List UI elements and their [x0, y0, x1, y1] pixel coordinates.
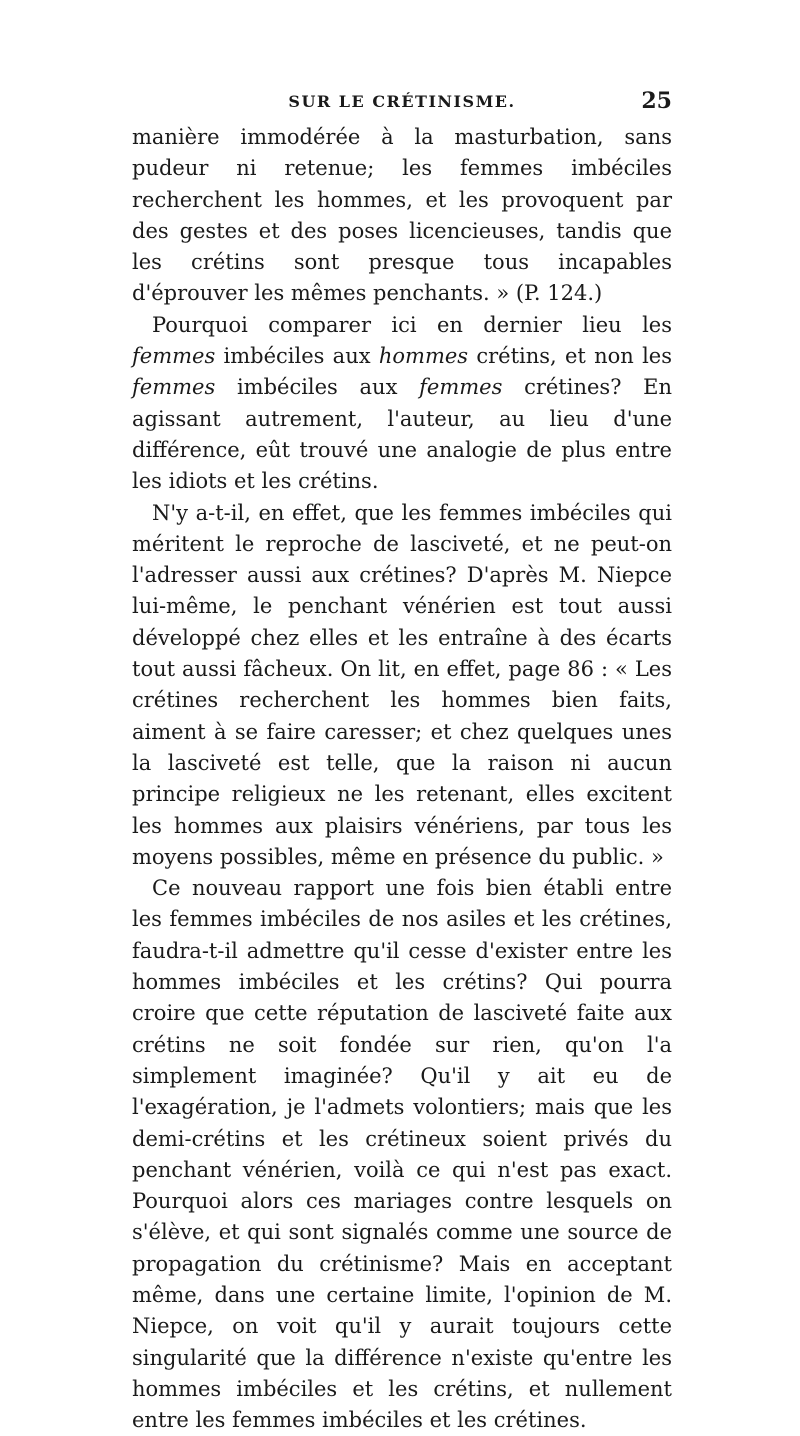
emphasis-text: femmes — [419, 375, 503, 400]
text-segment: manière immodérée à la masturbation, sans pudeur ni retenue; les femmes imbéciles recherchent les hommes, et les provoquent par des gestes et des poses licencieuses, tandis que les crétins sont presque tous incapables d'éprouver les mêmes penchants. » (P. 124.) — [132, 125, 672, 306]
emphasis-text: femmes — [132, 375, 216, 400]
paragraph-1 — [132, 122, 672, 310]
text-segment: Pourquoi comparer ici en dernier lieu les — [152, 312, 672, 337]
emphasis-text: hommes — [378, 344, 469, 369]
running-head — [132, 88, 672, 122]
paragraph-2 — [132, 310, 672, 498]
text-segment: crétines? En agissant autrement, l'auteur, au lieu d'une différence, eût trouvé une analogie de plus entre les idiots et les crétins. — [132, 375, 673, 494]
text-segment: imbéciles aux — [215, 344, 379, 369]
page-number: 25 — [641, 88, 672, 114]
text-segment: imbéciles aux — [215, 375, 420, 400]
emphasis-text: femmes — [132, 344, 216, 369]
paragraph-3 — [132, 498, 672, 874]
paragraph-4 — [132, 873, 672, 1436]
text-segment: N'y a-t-il, en effet, que les femmes imbéciles qui méritent le reproche de lasciveté, et ne peut-on l'adresser aussi aux crétines? D'après M. Niepce lui-même, le penchant vénérien est tout aussi développé chez elles et les entraîne à des écarts tout aussi fâcheux. On lit, en effet, page 86 : « Les crétines recherchent les hommes bien faits, aiment à se faire caresser; et chez quelques unes la lasciveté est telle, que la raison ni aucun principe religieux ne les retenant, elles excitent les hommes aux plaisirs vénériens, par tous les moyens possibles, même en présence du public. » — [132, 500, 672, 869]
body-text — [132, 122, 672, 1436]
running-title: SUR LE CRÉTINISME. — [288, 92, 516, 111]
book-page — [132, 88, 672, 1436]
text-segment: crétins, et non les — [468, 344, 673, 369]
text-segment: Ce nouveau rapport une fois bien établi entre les femmes imbéciles de nos asiles et les crétines, faudra-t-il admettre qu'il cesse d'exister entre les hommes imbéciles et les crétins? Qui pourra croire que cette réputation de lasciveté faite aux crétins ne soit fondée sur rien, qu'on l'a simplement imaginée? Qu'il y ait eu de l'exagération, je l'admets volontiers; mais que les demi-crétins et les crétineux soient privés du penchant vénérien, voilà ce qui n'est pas exact. Pourquoi alors ces mariages contre lesquels on s'élève, et qui sont signalés comme une source de propagation du crétinisme? Mais en acceptant même, dans une certaine limite, l'opinion de M. Niepce, on voit qu'il y aurait toujours cette singularité que la différence n'existe qu'entre les hommes imbéciles et les crétins, et nullement entre les femmes imbéciles et les crétines. — [132, 876, 672, 1433]
